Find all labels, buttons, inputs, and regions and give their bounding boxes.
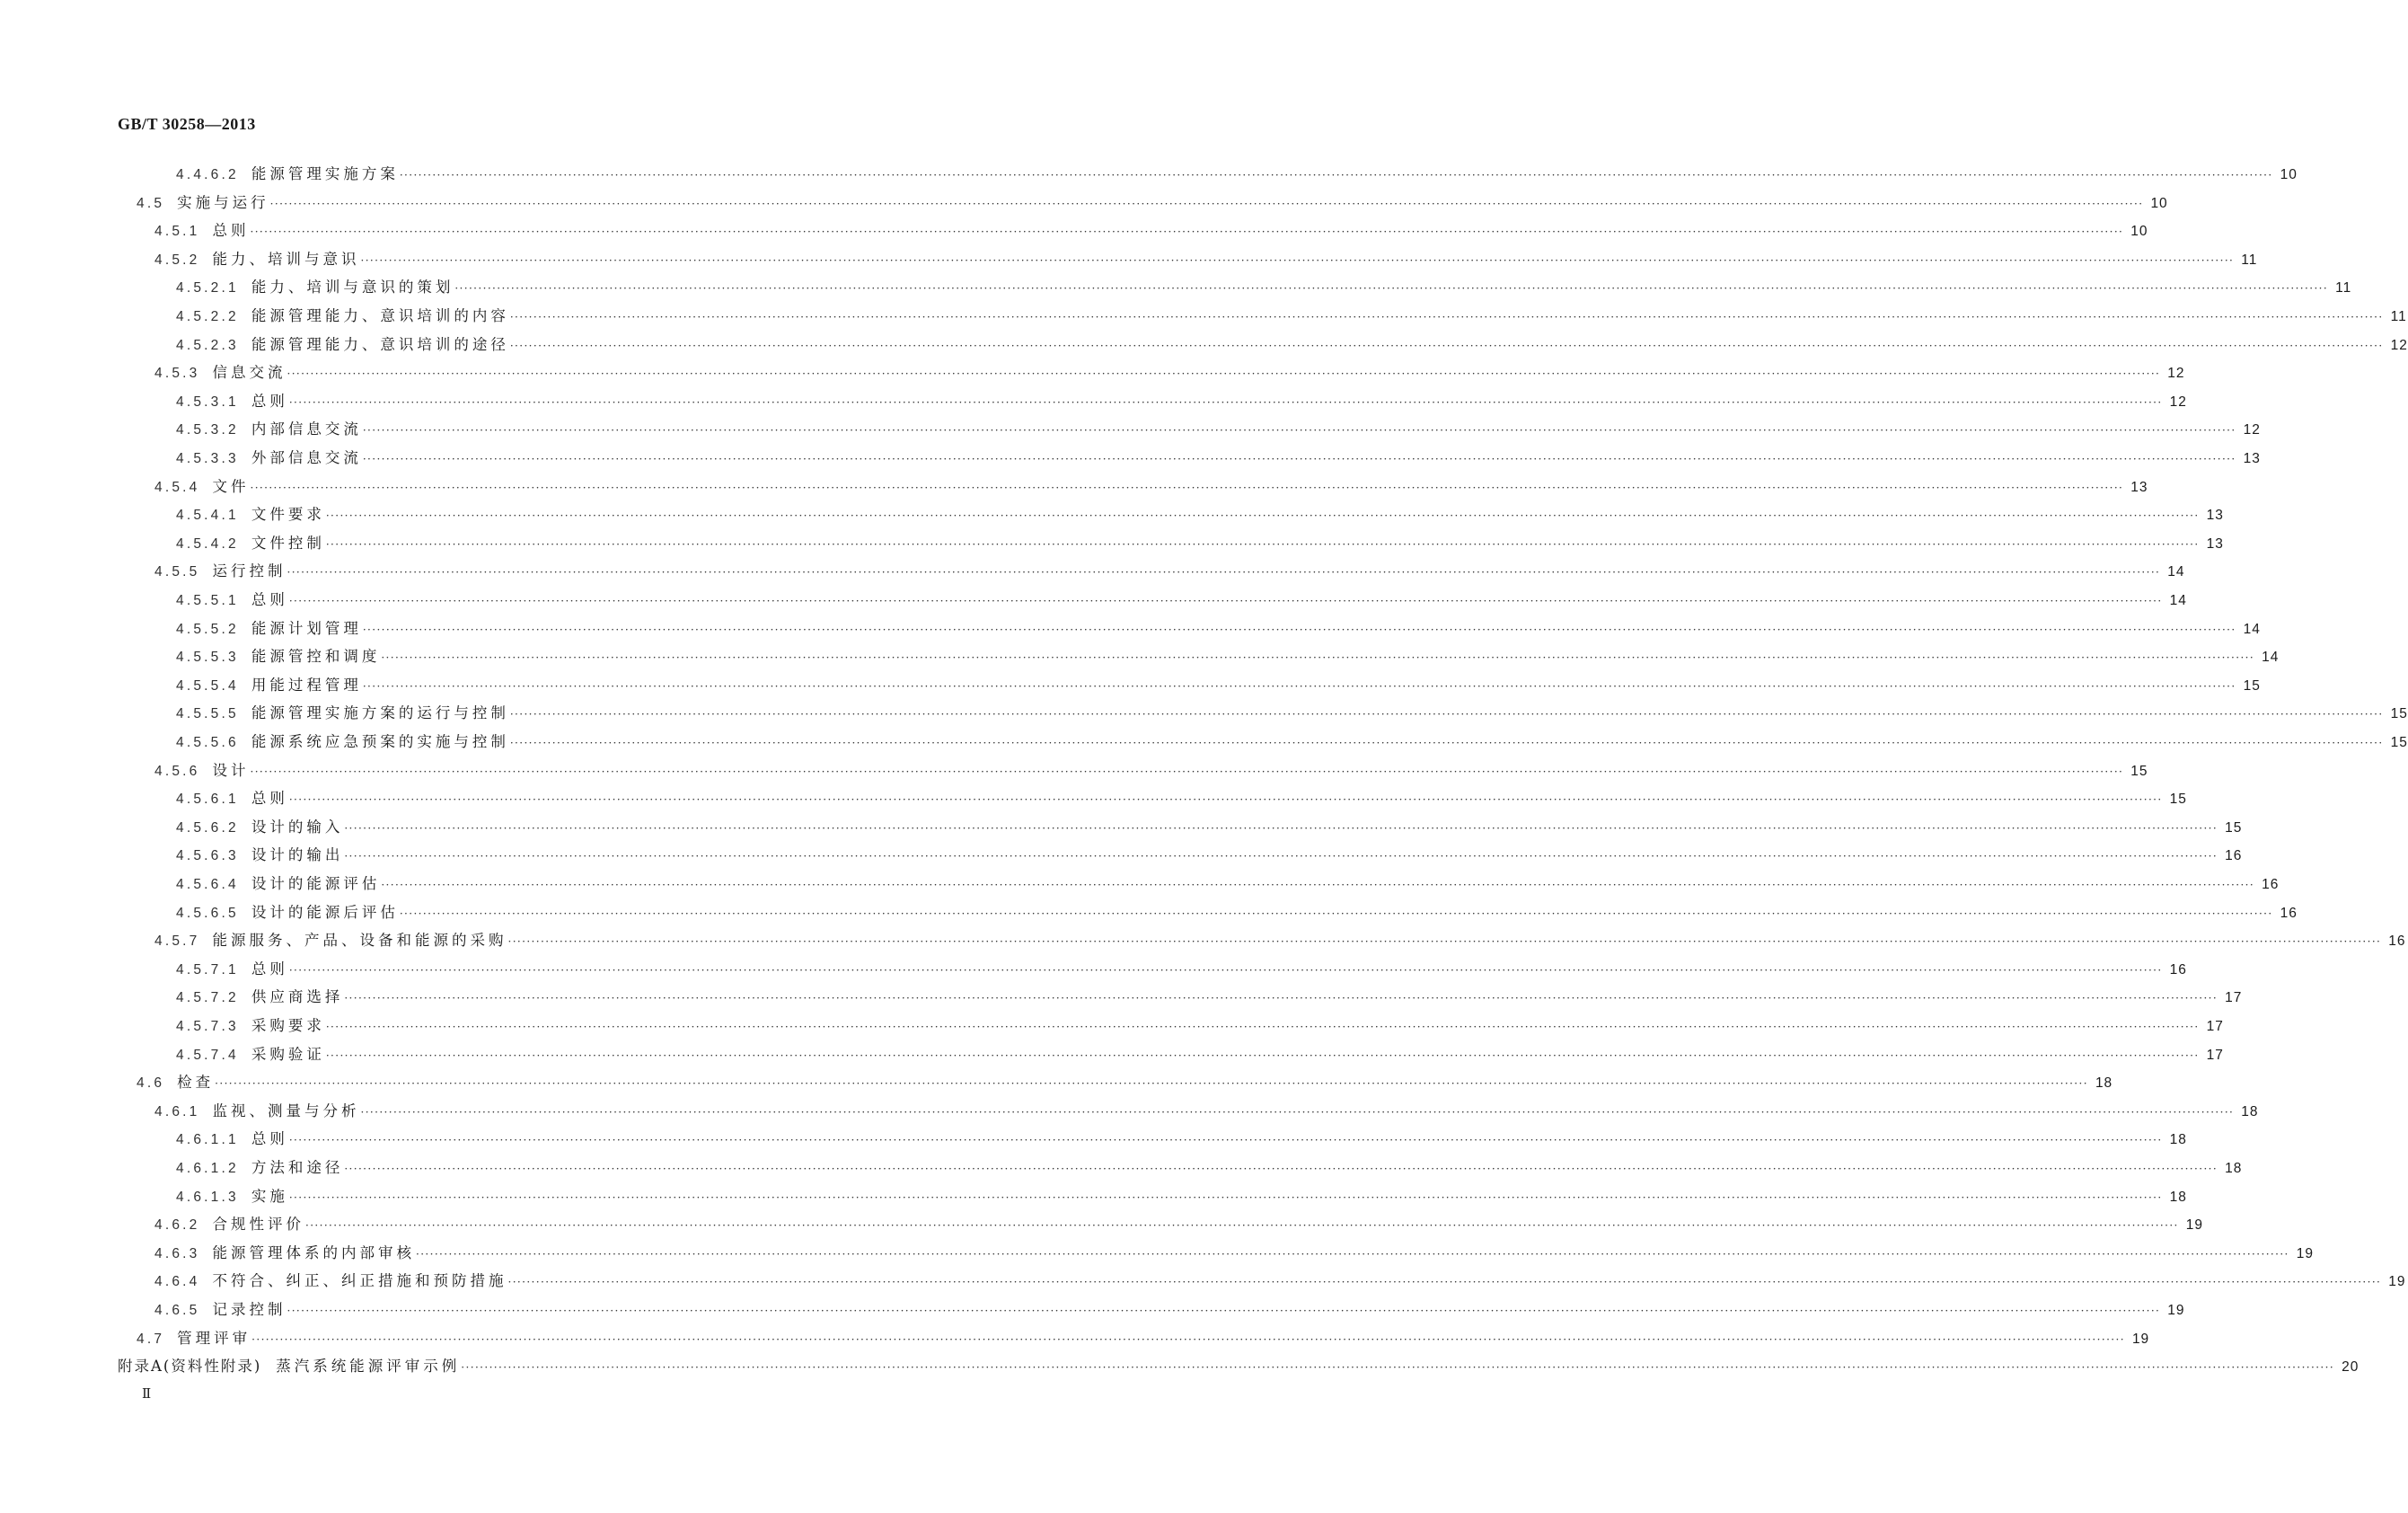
toc-entry-number: 4.5.6.2 (176, 819, 239, 836)
toc-entry-title: 文件控制 (251, 534, 325, 552)
toc-entry-title: 能力、培训与意识 (212, 250, 360, 268)
toc-entry-number: 4.7 (137, 1331, 165, 1347)
toc-entry[interactable] (176, 417, 2261, 442)
toc-entry-title: 能源系统应急预案的实施与控制 (251, 733, 509, 750)
toc-entry[interactable] (154, 758, 2148, 783)
toc-entry-leader: ················································································································································································································································································································································································································ (509, 311, 2384, 323)
toc-entry-title: 实施 (251, 1187, 288, 1205)
toc-entry-title: 蒸汽系统能源评审示例 (276, 1358, 461, 1376)
toc-entry-leader: ················································································································································································································································································································································································································ (509, 708, 2384, 721)
toc-entry-title: 不符合、纠正、纠正措施和预防措施 (212, 1272, 507, 1290)
toc-entry-title: 能源管理能力、意识培训的途径 (251, 335, 509, 353)
toc-entry-number: 4.6 (137, 1075, 165, 1092)
toc-entry-title: 总则 (251, 591, 288, 608)
toc-entry-leader: ················································································································································································································································································································································································································ (304, 1219, 2179, 1233)
toc-entry-page: 19 (2388, 1274, 2406, 1290)
toc-entry[interactable] (154, 360, 2185, 385)
toc-entry-number: 4.5.6.5 (176, 905, 239, 921)
toc-entry-leader: ················································································································································································································································································································································································································ (362, 679, 2236, 693)
toc-entry-title: 能源计划管理 (251, 619, 362, 637)
toc-entry-title: 信息交流 (212, 364, 287, 382)
toc-entry-page: 16 (2169, 961, 2187, 978)
toc-entry-title: 设计的能源后评估 (251, 903, 399, 921)
toc-entry-leader: ················································································································································································································································································································································································································ (269, 197, 2144, 210)
toc-entry-title: 合规性评价 (212, 1216, 304, 1234)
toc-entry[interactable] (176, 900, 2298, 925)
standard-code: GB/T 30258—2013 (118, 115, 256, 133)
toc-entry-number: 4.5 (137, 195, 165, 211)
toc-entry-page: 12 (2390, 337, 2408, 353)
toc-entry-number: 4.5.7.4 (176, 1047, 239, 1063)
toc-entry-number: 4.5.3.2 (176, 422, 239, 438)
toc-entry-page: 12 (2169, 394, 2187, 410)
toc-entry-leader: ················································································································································································································································································································································································································ (287, 367, 2161, 381)
toc-entry-number: 4.5.5 (154, 564, 200, 580)
toc-entry-number: 4.6.1.1 (176, 1132, 239, 1148)
toc-entry-page: 14 (2262, 650, 2280, 666)
toc-entry-leader: ················································································································································································································································································································································································································ (287, 566, 2161, 580)
toc-entry-title: 总则 (251, 960, 288, 978)
toc-entry-page: 11 (2390, 309, 2407, 324)
toc-entry-title: 设计的能源评估 (251, 875, 381, 892)
toc-entry[interactable] (176, 872, 2280, 897)
toc-entry-title: 文件 (212, 477, 250, 495)
toc-entry[interactable] (176, 673, 2261, 698)
toc-entry-title: 供应商选择 (251, 988, 344, 1006)
toc-entry-leader: ················································································································································································································································································································································································································ (509, 737, 2384, 749)
toc-entry-leader: ················································································································································································································································································································································································································ (325, 509, 2200, 523)
toc-entry-number: 4.5.1 (154, 224, 200, 240)
toc-entry-leader: ················································································································································································································································································································································································································ (250, 765, 2124, 778)
toc-entry-page: 15 (2130, 763, 2148, 779)
toc-entry-leader: ················································································································································································································································································································································································································ (250, 481, 2124, 494)
toc-entry[interactable] (154, 559, 2185, 584)
toc-entry-page: 12 (2167, 366, 2185, 382)
toc-entry[interactable] (176, 985, 2243, 1010)
toc-entry-number: 4.6.5 (154, 1303, 200, 1318)
toc-entry-number: 4.5.6.3 (176, 848, 239, 864)
toc-entry-number: 4.5.2.2 (176, 309, 239, 324)
toc-entry-leader: ················································································································································································································································································································································································································ (399, 169, 2273, 181)
toc-entry-page: 13 (2206, 508, 2224, 524)
toc-entry-page: 14 (2167, 564, 2185, 580)
toc-entry-number: 4.5.7.3 (176, 1019, 239, 1034)
toc-entry-number: 4.5.2 (154, 252, 200, 268)
toc-entry-leader: ················································································································································································································································································································································································································ (362, 424, 2236, 438)
toc-entry-page: 19 (2296, 1245, 2315, 1261)
toc-entry-title: 能源管理实施方案 (251, 165, 399, 182)
toc-entry[interactable] (176, 1127, 2187, 1152)
toc-entry-page: 17 (2206, 1047, 2224, 1063)
toc-entry[interactable] (176, 502, 2224, 527)
toc-entry[interactable] (154, 1099, 2259, 1124)
toc-entry-leader: ················································································································································································································································································································································································································ (215, 1077, 2088, 1091)
toc-entry-leader: ················································································································································································································································································································································································································ (454, 282, 2329, 296)
toc-entry[interactable] (176, 957, 2187, 982)
toc-entry-title: 用能过程管理 (251, 676, 362, 694)
toc-entry-leader: ················································································································································································································································································································································································································ (288, 1190, 2163, 1204)
toc-entry-title: 运行控制 (212, 562, 287, 580)
toc-entry-page: 18 (2095, 1075, 2113, 1092)
toc-entry-leader: ················································································································································································································································································································································································································ (507, 935, 2382, 949)
toc-entry[interactable] (176, 815, 2243, 840)
toc-entry-title: 外部信息交流 (251, 449, 362, 466)
toc-entry[interactable] (176, 644, 2280, 669)
toc-entry-title: 记录控制 (212, 1301, 287, 1318)
toc-entry[interactable] (176, 304, 2407, 329)
toc-entry[interactable] (176, 1013, 2224, 1039)
toc-entry-number: 4.5.5.5 (176, 706, 239, 722)
toc-entry[interactable] (176, 843, 2243, 868)
toc-entry-title: 能源管控和调度 (251, 648, 381, 666)
toc-entry-page: 15 (2390, 706, 2408, 722)
toc-entry-number: 4.5.4.1 (176, 508, 239, 524)
toc-entry-page: 18 (2169, 1189, 2187, 1205)
toc-entry-number: 4.6.1.3 (176, 1189, 239, 1205)
toc-entry-leader: ················································································································································································································································································································································································································ (507, 1276, 2382, 1289)
toc-entry-title: 能源服务、产品、设备和能源的采购 (212, 932, 507, 950)
toc-entry-page: 10 (2130, 224, 2148, 240)
toc-entry-leader: ················································································································································································································································································································································································································ (362, 623, 2236, 636)
toc-entry[interactable] (176, 1042, 2224, 1067)
toc-entry-leader: ················································································································································································································································································································································································································ (344, 821, 2218, 835)
toc-entry-page: 15 (2390, 735, 2408, 750)
toc-entry-leader: ················································································································································································································································································································································································································ (344, 850, 2218, 863)
toc-entry-number: 4.5.7.1 (176, 961, 239, 978)
toc-entry-leader: ················································································································································································································································································································································································································ (399, 907, 2273, 920)
toc-entry-title: 采购要求 (251, 1017, 325, 1034)
toc-entry-page: 13 (2130, 479, 2148, 495)
toc-entry-number: 4.5.3 (154, 366, 200, 382)
toc-entry-title: 总则 (212, 222, 250, 240)
toc-entry[interactable] (137, 1326, 2150, 1351)
toc-entry[interactable] (176, 162, 2298, 187)
toc-entry-leader: ················································································································································································································································································································································································································ (325, 537, 2200, 551)
toc-entry-number: 4.5.5.6 (176, 735, 239, 750)
toc-entry-leader: ················································································································································································································································································································································································································ (344, 1163, 2218, 1175)
toc-entry-page: 19 (2185, 1217, 2204, 1234)
toc-entry-title: 检查 (177, 1074, 215, 1092)
toc-entry[interactable] (118, 1354, 2359, 1379)
toc-entry-leader: ················································································································································································································································································································································································································ (288, 793, 2163, 807)
toc-entry-title: 实施与运行 (177, 193, 269, 211)
toc-entry-number: 4.5.2.1 (176, 280, 239, 296)
toc-entry[interactable] (176, 786, 2187, 811)
toc-entry-page: 16 (2388, 933, 2406, 950)
toc-entry-page: 10 (2280, 167, 2298, 182)
toc-entry[interactable] (176, 701, 2408, 726)
toc-entry-title: 设计的输入 (251, 818, 344, 836)
toc-entry-page: 18 (2169, 1132, 2187, 1148)
toc-entry[interactable] (176, 616, 2261, 641)
toc-entry-leader: ················································································································································································································································································································································································································ (360, 1105, 2235, 1119)
toc-entry-leader: ················································································································································································································································································································································································································ (461, 1361, 2335, 1375)
toc-entry[interactable] (154, 218, 2148, 243)
toc-entry-page: 12 (2243, 422, 2261, 438)
toc-entry[interactable] (154, 1297, 2185, 1323)
toc-entry-leader: ················································································································································································································································································································································································································ (344, 992, 2218, 1005)
toc-entry-page: 17 (2206, 1019, 2224, 1034)
toc-entry-leader: ················································································································································································································································································································································································································ (250, 226, 2124, 239)
toc-entry-page: 18 (2241, 1103, 2259, 1119)
toc-entry-title: 能力、培训与意识的策划 (251, 279, 454, 296)
toc-entry-number: 4.5.3.3 (176, 451, 239, 466)
toc-entry-page: 16 (2280, 905, 2298, 921)
toc-entry[interactable] (176, 531, 2224, 556)
toc-entry-number: 4.5.6 (154, 763, 200, 779)
toc-entry-number: 4.5.7.2 (176, 990, 239, 1006)
toc-entry-page: 17 (2225, 990, 2243, 1006)
toc-entry[interactable] (176, 275, 2352, 300)
toc-entry-page: 11 (2335, 280, 2352, 296)
toc-entry-page: 13 (2206, 535, 2224, 552)
toc-entry-number: 4.4.6.2 (176, 167, 239, 182)
toc-entry-page: 14 (2169, 593, 2187, 608)
toc-entry-title: 监视、测量与分析 (212, 1102, 360, 1119)
toc-entry-number: 4.5.4 (154, 479, 200, 495)
toc-entry-leader: ················································································································································································································································································································································································································ (288, 595, 2163, 607)
toc-entry-number: 4.5.3.1 (176, 394, 239, 410)
page-number: Ⅱ (142, 1387, 151, 1402)
toc-entry-title: 文件要求 (251, 506, 325, 524)
toc-entry-title: 方法和途径 (251, 1159, 344, 1176)
toc-entry[interactable] (137, 1070, 2113, 1095)
toc-entry-leader: ················································································································································································································································································································································································································ (288, 395, 2163, 409)
toc-entry[interactable] (176, 1155, 2243, 1181)
toc-entry-title: 设计 (212, 761, 250, 779)
toc-entry-title: 总则 (251, 790, 288, 808)
toc-entry-title: 能源管理实施方案的运行与控制 (251, 704, 509, 722)
toc-entry-number: 4.5.2.3 (176, 337, 239, 353)
toc-entry-page: 13 (2243, 451, 2261, 466)
toc-entry-page: 15 (2243, 677, 2261, 694)
toc-entry-leader: ················································································································································································································································································································································································································ (381, 879, 2255, 891)
toc-entry-leader: ················································································································································································································································································································································································································ (287, 1305, 2161, 1317)
toc-entry[interactable] (154, 474, 2148, 500)
toc-entry-title: 总则 (251, 392, 288, 410)
toc-entry[interactable] (176, 730, 2408, 755)
toc-entry-title: 采购验证 (251, 1045, 325, 1063)
toc-entry-leader: ················································································································································································································································································································································································································ (288, 1134, 2163, 1147)
toc-entry[interactable] (154, 1212, 2204, 1237)
toc-entry-leader: ················································································································································································································································································································································································································ (325, 1021, 2200, 1033)
toc-entry-leader: ················································································································································································································································································································································································································ (362, 453, 2236, 465)
toc-entry[interactable] (154, 247, 2258, 272)
toc-entry-number: 4.5.5.2 (176, 621, 239, 637)
toc-entry-title: 设计的输出 (251, 846, 344, 864)
toc-entry-number: 4.5.6.1 (176, 792, 239, 808)
toc-entry-leader: ················································································································································································································································································································································································································ (415, 1247, 2289, 1261)
toc-entry-number: 4.6.1 (154, 1103, 200, 1119)
toc-entry[interactable] (154, 1269, 2406, 1294)
toc-entry-page: 11 (2241, 252, 2258, 268)
toc-entry-page: 20 (2342, 1359, 2359, 1376)
toc-entry-leader: ················································································································································································································································································································································································································ (509, 339, 2384, 352)
toc-entry-number: 附录A(资料性附录) (118, 1358, 262, 1376)
toc-entry-title: 管理评审 (177, 1329, 251, 1347)
toc-entry-title: 总则 (251, 1130, 288, 1148)
toc-entry[interactable] (176, 588, 2187, 613)
toc-entry-leader: ················································································································································································································································································································································································································ (288, 963, 2163, 977)
toc-entry-page: 10 (2150, 195, 2168, 211)
toc-entry[interactable] (176, 446, 2261, 471)
toc-entry-number: 4.6.3 (154, 1245, 200, 1261)
toc-entry-leader: ················································································································································································································································································································································································································ (325, 1048, 2200, 1062)
toc-entry-title: 能源管理能力、意识培训的内容 (251, 307, 509, 324)
toc-entry[interactable] (176, 389, 2187, 414)
toc-entry-number: 4.5.4.2 (176, 535, 239, 552)
toc-entry-page: 16 (2262, 877, 2280, 892)
toc-entry-title: 能源管理体系的内部审核 (212, 1243, 415, 1261)
toc-entry-number: 4.5.5.4 (176, 677, 239, 694)
toc-entry-leader: ················································································································································································································································································································································································································ (251, 1332, 2125, 1346)
toc-entry-number: 4.6.4 (154, 1274, 200, 1290)
toc-entry[interactable] (137, 190, 2168, 216)
toc-entry[interactable] (176, 332, 2408, 358)
toc-entry[interactable] (176, 1184, 2187, 1209)
toc-entry-page: 19 (2167, 1303, 2185, 1318)
toc-entry-page: 18 (2225, 1161, 2243, 1176)
toc-entry-page: 14 (2243, 621, 2261, 637)
toc-entry-leader: ················································································································································································································································································································································································································ (360, 253, 2235, 267)
toc-entry-number: 4.5.5.3 (176, 650, 239, 666)
toc-entry-page: 16 (2225, 848, 2243, 864)
toc-entry-number: 4.6.1.2 (176, 1161, 239, 1176)
toc-entry-leader: ················································································································································································································································································································································································································ (381, 651, 2255, 665)
toc-entry[interactable] (154, 928, 2406, 953)
toc-entry-page: 19 (2131, 1331, 2150, 1347)
toc-entry-number: 4.5.7 (154, 933, 200, 950)
toc-entry[interactable] (154, 1241, 2315, 1266)
toc-entry-page: 15 (2225, 819, 2243, 836)
toc-entry-number: 4.5.6.4 (176, 877, 239, 892)
toc-entry-page: 15 (2169, 792, 2187, 808)
toc-entry-number: 4.5.5.1 (176, 593, 239, 608)
toc-entry-title: 内部信息交流 (251, 420, 362, 438)
toc-entry-number: 4.6.2 (154, 1217, 200, 1234)
